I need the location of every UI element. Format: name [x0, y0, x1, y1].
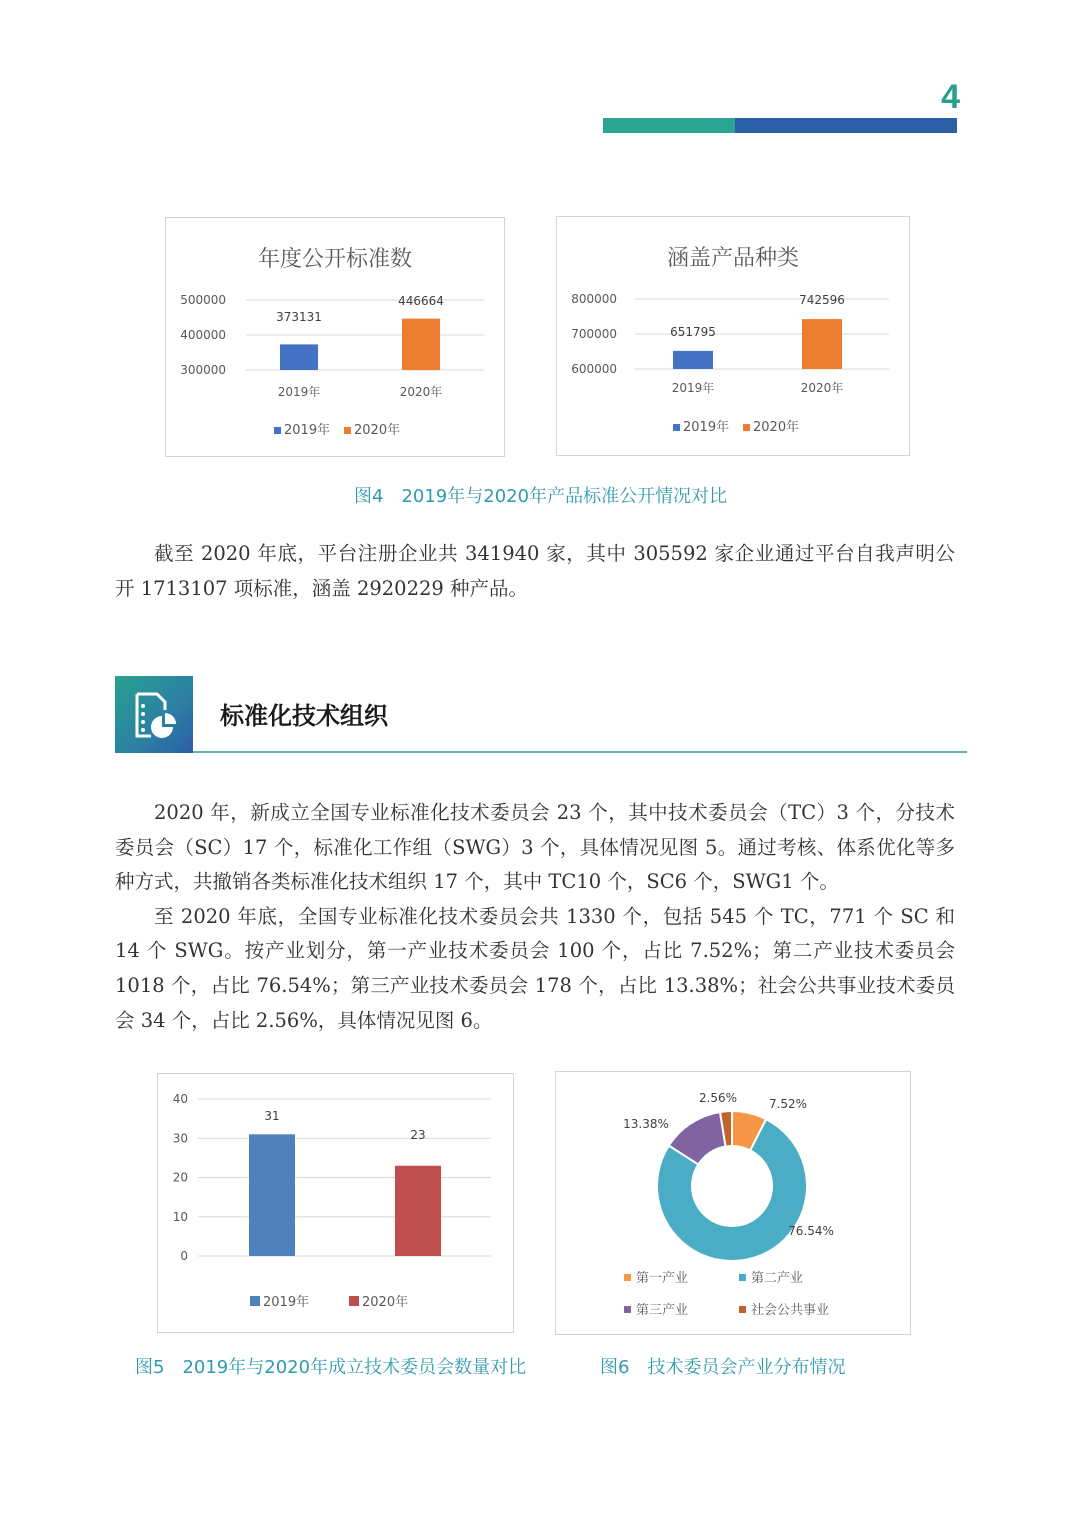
data-label: 7.52% [768, 1097, 808, 1111]
chart-product-types [556, 216, 910, 456]
page-number: 4 [941, 78, 960, 116]
y-tick-label: 500000 [180, 293, 226, 307]
legend-label: 第二产业 [751, 1271, 804, 1286]
header-bar-teal [603, 118, 735, 133]
chart-industry-distribution-svg [556, 1072, 910, 1334]
section-icon-box [115, 676, 193, 753]
y-tick-label: 0 [180, 1249, 188, 1263]
section-heading [115, 676, 967, 753]
data-label: 23 [410, 1128, 426, 1142]
legend-label: 第一产业 [636, 1271, 689, 1286]
legend-swatch [739, 1306, 746, 1313]
chart-committees-established-svg [158, 1074, 513, 1332]
legend-swatch [673, 424, 680, 431]
bar-2020年 [395, 1166, 441, 1256]
legend-swatch [739, 1274, 746, 1281]
x-tick-label: 2019年 [671, 381, 715, 395]
document-pie-chart-icon [129, 690, 179, 740]
data-label: 76.54% [788, 1224, 834, 1238]
legend-swatch [344, 427, 351, 434]
data-label: 651795 [670, 325, 716, 339]
y-tick-label: 20 [172, 1170, 188, 1185]
chart-annual-standards-svg [166, 218, 504, 456]
legend-swatch [349, 1296, 359, 1306]
paragraph-text: 截至 2020 年底，平台注册企业共 341940 家，其中 305592 家企业通过平台自我声明公开 1713107 项标准，涵盖 2920229 种产品。 [115, 542, 955, 600]
legend-label: 2020年 [354, 423, 401, 438]
paragraph-new-committees [115, 796, 955, 1038]
chart-industry-distribution [555, 1071, 911, 1335]
chart-product-types-svg [557, 217, 909, 455]
legend-label: 2020年 [362, 1295, 409, 1310]
paragraph-text: 2020 年，新成立全国专业标准化技术委员会 23 个，其中技术委员会（TC）3 个，分技术委员会（SC）17 个，标准化工作组（SWG）3 个，具体情况见图 5。通过考核、体系优化等多种方式，共撤销各类标准化技术组织 17 个，其中 TC10 个，SC6 个，SWG1 个。 [115, 801, 955, 894]
y-tick-label: 40 [172, 1092, 188, 1106]
section-underline [193, 751, 967, 753]
y-tick-label: 30 [172, 1131, 188, 1146]
paragraph-text: 至 2020 年底，全国专业标准化技术委员会共 1330 个，包括 545 个 TC，771 个 SC 和 14 个 SWG。按产业划分，第一产业技术委员会 100 个，占比 7.52%；第二产业技术委员会 1018 个，占比 76.54%；第三产业技术委员会 178 个，占比 13.38%；社会公共事业技术委员会 34 个，占比 2.56%，具体情况见图 6。 [115, 904, 955, 1032]
legend-swatch [624, 1306, 631, 1313]
x-tick-label: 2019年 [277, 385, 321, 399]
data-label: 2.56% [698, 1091, 738, 1105]
y-tick-label: 700000 [571, 327, 617, 341]
y-tick-label: 800000 [571, 292, 617, 306]
y-tick-label: 600000 [571, 362, 617, 376]
data-label: 373131 [276, 310, 322, 324]
legend-swatch [624, 1274, 631, 1281]
data-label: 446664 [398, 294, 444, 308]
bar-2019年 [249, 1134, 295, 1256]
chart-committees-established [157, 1073, 514, 1333]
x-tick-label: 2020年 [800, 381, 844, 395]
legend-label: 社会公共事业 [751, 1303, 830, 1318]
paragraph-platform-stats [115, 537, 955, 606]
legend-swatch [274, 427, 281, 434]
legend-swatch [250, 1296, 260, 1306]
bar-2019年 [673, 351, 713, 369]
figure-6-caption: 图6 技术委员会产业分布情况 [600, 1357, 846, 1378]
section-title: 标准化技术组织 [220, 702, 388, 730]
figure-5-caption: 图5 2019年与2020年成立技术委员会数量对比 [135, 1357, 527, 1378]
figure-4-caption: 图4 2019年与2020年产品标准公开情况对比 [354, 486, 728, 507]
legend-label: 2019年 [683, 420, 730, 435]
bar-2020年 [802, 319, 842, 369]
y-tick-label: 10 [172, 1209, 188, 1224]
chart-title: 年度公开标准数 [257, 247, 413, 272]
data-label: 13.38% [623, 1117, 669, 1131]
data-label: 742596 [799, 293, 845, 307]
header-bar-blue [735, 118, 957, 133]
legend-label: 2019年 [284, 423, 331, 438]
bar-2020年 [402, 319, 440, 370]
chart-annual-standards [165, 217, 505, 457]
x-tick-label: 2020年 [399, 385, 443, 399]
chart-title: 涵盖产品种类 [666, 246, 800, 271]
legend-label: 2019年 [263, 1295, 310, 1310]
y-tick-label: 300000 [180, 363, 226, 377]
legend-swatch [743, 424, 750, 431]
bar-2019年 [280, 344, 318, 370]
data-label: 31 [264, 1109, 280, 1123]
y-tick-label: 400000 [180, 328, 226, 342]
legend-label: 2020年 [753, 420, 800, 435]
legend-label: 第三产业 [636, 1303, 689, 1318]
